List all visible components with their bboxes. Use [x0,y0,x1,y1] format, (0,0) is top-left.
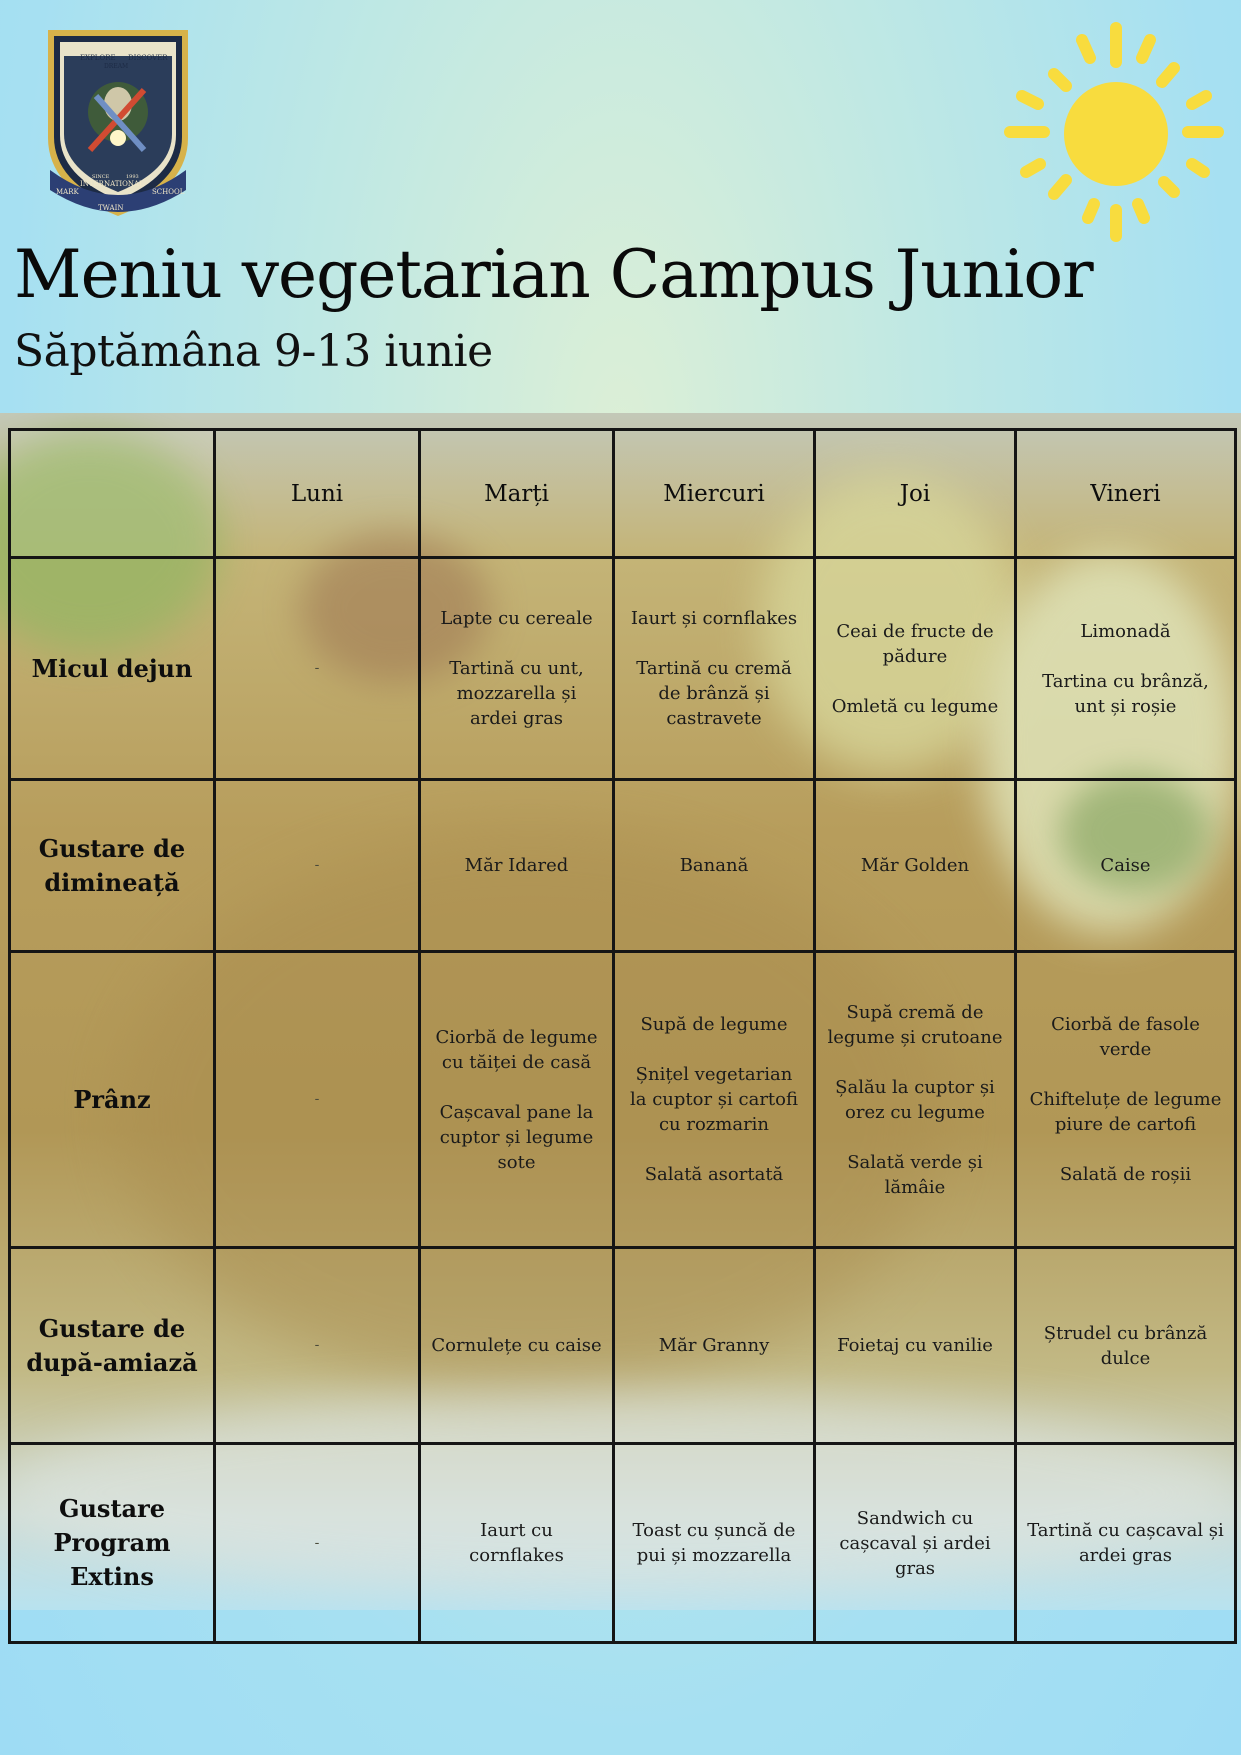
menu-cell [1016,1248,1236,1444]
menu-item: Ștrudel cu brânză dulce [1043,1322,1208,1369]
menu-cell [815,558,1016,780]
menu-item: Caise [1100,855,1151,876]
sun-icon [1004,22,1226,244]
menu-cell [1016,1444,1236,1643]
menu-cell [614,1248,815,1444]
menu-item: Lapte cu cereale [440,608,593,629]
meal-row-gustare-program-extins [10,1444,1236,1643]
menu-cell [815,1444,1016,1643]
menu-item: Măr Golden [860,855,970,876]
menu-item: Tartină cu unt, mozzarella și ardei gras [449,658,584,729]
meal-label: Gustare de după-amiază [10,1248,215,1444]
school-crest-icon [40,20,196,222]
crest-text-since: SINCE [92,174,110,180]
menu-item: Banană [679,855,749,876]
menu-item: Supă cremă de legume și crutoane [827,1001,1003,1048]
day-header-miercuri: Miercuri [614,430,815,558]
menu-item: Măr Idared [464,855,569,876]
meal-label: Gustare de dimineață [10,780,215,952]
menu-cell [1016,952,1236,1248]
menu-item: Foietaj cu vanilie [837,1335,993,1356]
corner-cell [10,430,215,558]
menu-cell [215,780,420,952]
menu-item: Toast cu șuncă de pui și mozzarella [632,1520,796,1566]
header-row [10,430,1236,558]
menu-item: - [314,857,320,873]
menu-item: Șalău la cuptor și orez cu legume [835,1076,995,1123]
menu-item: - [314,660,320,676]
crest-text-dream: DREAM [104,63,129,70]
menu-item: Ciorbă de legume cu tăiței de casă [435,1026,598,1073]
menu-item: Cașcaval pane la cuptor și legume sote [439,1101,594,1173]
menu-cell [215,1248,420,1444]
menu-cell [614,780,815,952]
menu-item: - [314,1091,320,1107]
menu-item: Ciorbă de fasole verde [1051,1014,1200,1060]
menu-cell [215,558,420,780]
crest-text-twain: TWAIN [98,204,124,212]
menu-cell [420,1248,614,1444]
meal-label: Micul dejun [10,558,215,780]
menu-cell [215,952,420,1248]
menu-item: Salată verde și lămâie [847,1151,983,1198]
menu-cell [1016,780,1236,952]
crest-text-explore: EXPLORE [80,54,116,62]
menu-cell [614,1444,815,1643]
menu-item: Salată de roșii [1059,1164,1192,1185]
menu-item: Cornulețe cu caise [431,1335,602,1356]
menu-item: - [314,1337,320,1353]
menu-cell [215,1444,420,1643]
meal-label: Prânz [10,952,215,1248]
meal-row-micul-dejun [10,558,1236,780]
menu-cell [614,952,815,1248]
meal-row-pranz [10,952,1236,1248]
menu-item: Tartina cu brânză, unt și roșie [1042,670,1209,717]
crest-text-year: 1993 [126,174,139,180]
meal-label: Gustare Program Extins [10,1444,215,1643]
menu-table [8,428,1237,1644]
menu-item: Salată asortată [644,1164,784,1185]
menu-item: Tartină cu cașcaval și ardei gras [1027,1520,1224,1566]
menu-cell [1016,558,1236,780]
menu-item: Supă de legume [640,1014,788,1035]
menu-cell [420,780,614,952]
menu-item: Tartină cu cremă de brânză și castravete [636,658,792,729]
meal-row-gustare-dimineata [10,780,1236,952]
menu-cell [614,558,815,780]
crest-text-mark: MARK [56,188,79,196]
menu-cell [420,558,614,780]
crest-text-school: SCHOOL [152,188,185,196]
menu-item: Iaurt cu cornflakes [469,1520,564,1566]
page-title: Meniu vegetarian Campus Junior [14,236,1093,313]
menu-item: - [314,1534,320,1551]
menu-cell [815,952,1016,1248]
menu-item: Șnițel vegetarian la cuptor și cartofi cu rozmarin [629,1064,798,1135]
menu-item: Măr Granny [658,1335,770,1356]
menu-item: Limonadă [1080,620,1171,642]
menu-item: Omletă cu legume [831,695,999,717]
day-header-marti: Marți [420,430,614,558]
menu-cell [420,952,614,1248]
menu-cell [815,1248,1016,1444]
day-header-vineri: Vineri [1016,430,1236,558]
crest-text-international: INTERNATIONAL [80,180,144,188]
day-header-joi: Joi [815,430,1016,558]
menu-item: Iaurt și cornflakes [630,608,798,629]
menu-item: Sandwich cu cașcaval și ardei gras [839,1507,991,1579]
menu-item: Ceai de fructe de pădure [836,620,994,667]
day-header-luni: Luni [215,430,420,558]
crest-text-discover: DISCOVER [128,54,168,62]
page-subtitle: Săptămâna 9-13 iunie [14,326,493,377]
meal-row-gustare-dupa-amiaza [10,1248,1236,1444]
menu-item: Chifteluțe de legume piure de cartofi [1029,1089,1222,1135]
menu-cell [420,1444,614,1643]
menu-cell [815,780,1016,952]
